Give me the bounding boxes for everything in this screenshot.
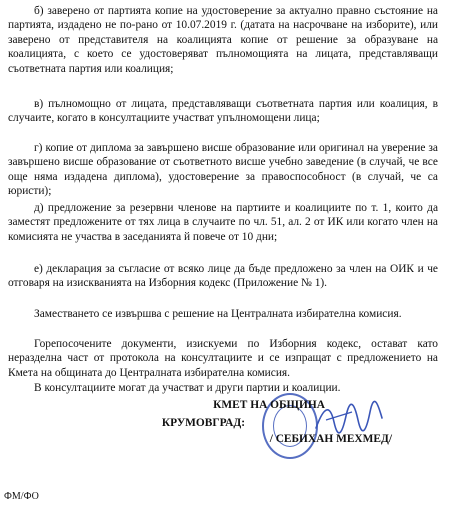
paragraph-v: в) пълномощно от лицата, представляващи съответната партия или коалиция, в случаите, когато в консултациите участват упълномощени лица; — [8, 98, 438, 125]
footer-code: ФМ/ФО — [4, 491, 39, 502]
paragraph-documents: Горепосочените документи, изискуеми по Изборния кодекс, остават като неразделна част от протокола на консултациите и се изпращат с предложението на Кмета на общината до Централната избирателна комисия. — [8, 338, 438, 379]
paragraph-replacement: Заместването се извършва с решение на Централната избирателна комисия. — [34, 308, 402, 320]
signature-title-line1: КМЕТ НА ОБЩИНА — [213, 399, 325, 411]
signature-name: / СЕБИХАН МЕХМЕД/ — [269, 433, 392, 445]
paragraph-b: б) заверено от партията копие на удостоверение за актуално правно състояние на партията, издадено не по-рано от 10.07.2019 г. (датата на насрочване на изборите), или заверено от представителя на коалицията копие от решение за образуване на коалицията, с което се удостоверяват пълномощията на лицата, представляващи съответната партия или коалиция; — [8, 5, 438, 75]
paragraph-g: г) копие от диплома за завършено висше образование или оригинал на уверение за завършено висше образование от съответното висше учебно заведение (в случай, че все още няма издадена диплома), удостоверение за правоспособност (в случай, че са юристи); — [8, 142, 438, 198]
paragraph-e: е) декларация за съгласие от всяко лице да бъде предложено за член на ОИК и че отговаря на изискванията на Изборния кодекс (Приложение № 1). — [8, 263, 438, 290]
paragraph-d: д) предложение за резервни членове на партиите и коалициите по т. 1, които да заместят предложените от тях лица в случаите по чл. 51, ал. 2 от ИК или когато член на комисията не участва в заседанията й повече от 10 дни; — [8, 202, 438, 243]
paragraph-consultations: В консултациите могат да участват и други партии и коалиции. — [34, 382, 341, 394]
signature-title-line2: КРУМОВГРАД: — [161, 417, 245, 429]
